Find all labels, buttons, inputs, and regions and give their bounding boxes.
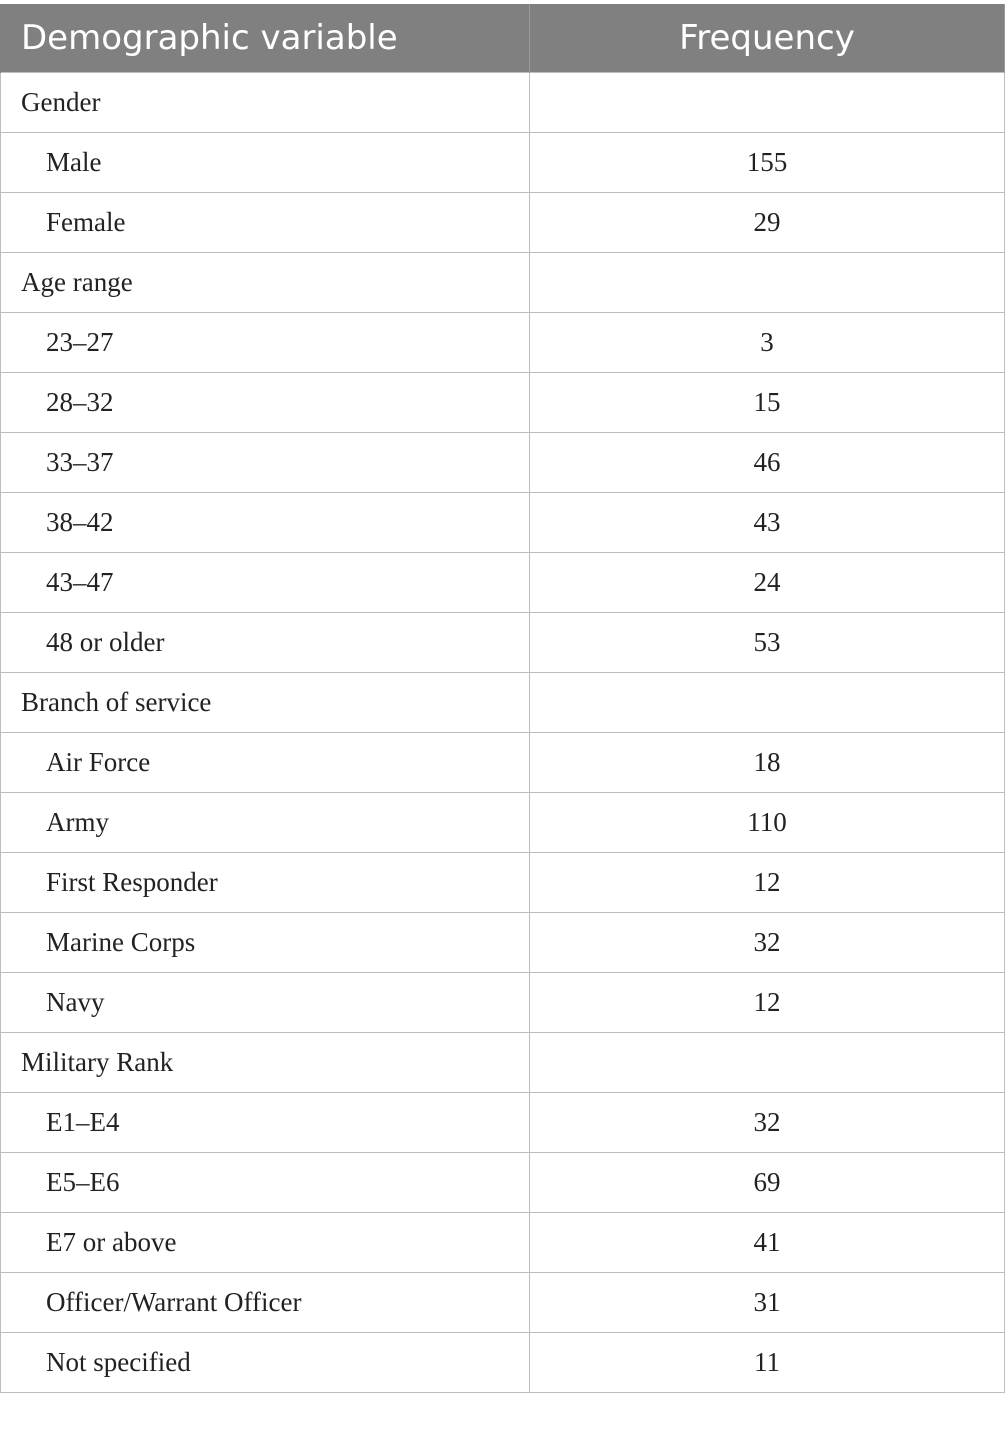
table-row — [1, 852, 1005, 912]
demographics-table — [0, 4, 1005, 1393]
row-frequency: 43 — [530, 492, 1005, 552]
table-row — [1, 792, 1005, 852]
table-row — [1, 192, 1005, 252]
row-frequency: 15 — [530, 372, 1005, 432]
table-row — [1, 612, 1005, 672]
row-label: 23–27 — [1, 312, 530, 372]
table-row — [1, 1152, 1005, 1212]
table-group-row — [1, 672, 1005, 732]
row-frequency: 3 — [530, 312, 1005, 372]
row-frequency — [530, 72, 1005, 132]
table-row — [1, 492, 1005, 552]
row-label: 48 or older — [1, 612, 530, 672]
row-frequency: 18 — [530, 732, 1005, 792]
row-frequency — [530, 672, 1005, 732]
table-row — [1, 912, 1005, 972]
row-frequency: 53 — [530, 612, 1005, 672]
row-frequency: 32 — [530, 1092, 1005, 1152]
row-frequency: 12 — [530, 852, 1005, 912]
row-label: 38–42 — [1, 492, 530, 552]
table-row — [1, 1332, 1005, 1392]
row-frequency: 46 — [530, 432, 1005, 492]
row-frequency: 32 — [530, 912, 1005, 972]
row-frequency: 24 — [530, 552, 1005, 612]
row-label: Navy — [1, 972, 530, 1032]
group-label: Age range — [1, 252, 530, 312]
row-frequency: 11 — [530, 1332, 1005, 1392]
group-label: Gender — [1, 72, 530, 132]
table-body — [1, 72, 1005, 1392]
row-label: E5–E6 — [1, 1152, 530, 1212]
row-frequency — [530, 1032, 1005, 1092]
table-row — [1, 552, 1005, 612]
group-label: Military Rank — [1, 1032, 530, 1092]
table-row — [1, 1272, 1005, 1332]
column-header-frequency: Frequency — [530, 4, 1005, 72]
table-row — [1, 972, 1005, 1032]
table-row — [1, 132, 1005, 192]
table-row — [1, 732, 1005, 792]
row-label: E1–E4 — [1, 1092, 530, 1152]
row-label: Air Force — [1, 732, 530, 792]
column-header-demographic-variable: Demographic variable — [1, 4, 530, 72]
table-row — [1, 432, 1005, 492]
table-row — [1, 372, 1005, 432]
row-label: Marine Corps — [1, 912, 530, 972]
row-frequency: 29 — [530, 192, 1005, 252]
table-row — [1, 1092, 1005, 1152]
table-group-row — [1, 1032, 1005, 1092]
row-label: 43–47 — [1, 552, 530, 612]
row-label: Officer/Warrant Officer — [1, 1272, 530, 1332]
row-label: Male — [1, 132, 530, 192]
table-row — [1, 312, 1005, 372]
row-label: 28–32 — [1, 372, 530, 432]
row-frequency: 31 — [530, 1272, 1005, 1332]
table-group-row — [1, 72, 1005, 132]
table-group-row — [1, 252, 1005, 312]
row-label: Female — [1, 192, 530, 252]
row-label: Not specified — [1, 1332, 530, 1392]
table-row — [1, 1212, 1005, 1272]
row-label: E7 or above — [1, 1212, 530, 1272]
row-label: Army — [1, 792, 530, 852]
row-label: 33–37 — [1, 432, 530, 492]
row-frequency: 41 — [530, 1212, 1005, 1272]
demographics-table-container — [0, 4, 1004, 1393]
table-header-row — [1, 4, 1005, 72]
row-frequency — [530, 252, 1005, 312]
row-frequency: 155 — [530, 132, 1005, 192]
row-frequency: 110 — [530, 792, 1005, 852]
row-frequency: 12 — [530, 972, 1005, 1032]
row-frequency: 69 — [530, 1152, 1005, 1212]
row-label: First Responder — [1, 852, 530, 912]
group-label: Branch of service — [1, 672, 530, 732]
